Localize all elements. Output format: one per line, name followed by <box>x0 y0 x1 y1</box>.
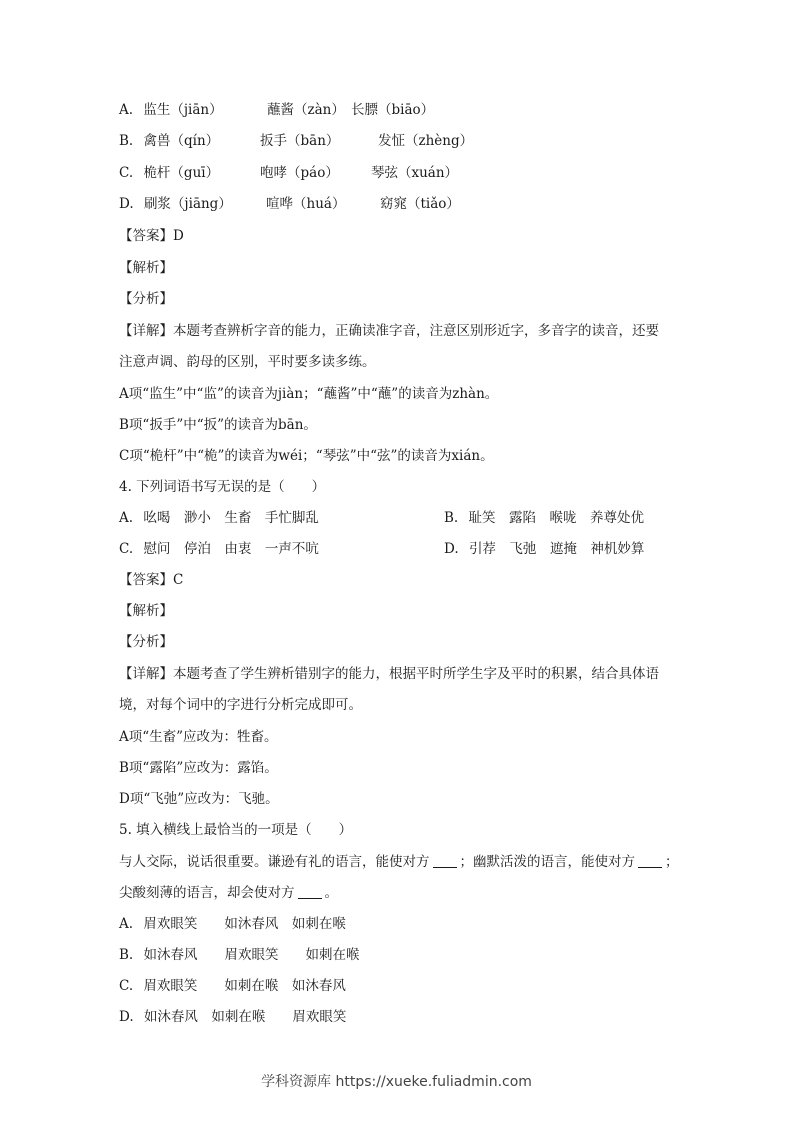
stem-text: ； <box>665 854 679 870</box>
option-label: D. <box>119 1009 134 1025</box>
q3-option-d <box>119 194 460 214</box>
fill-blank <box>298 884 322 899</box>
q5-title: 5. 填入横线上最恰当的一项是（ ） <box>119 822 353 838</box>
q4-answer: 【答案】C <box>119 572 184 588</box>
option-text: 眉欢眼笑 如沐春风 如刺在喉 <box>143 916 346 932</box>
q4-option-d <box>444 539 644 559</box>
option-text: 慰问 停泊 由衷 一声不吭 <box>143 541 319 557</box>
q5-option-a <box>119 914 346 934</box>
option-text: 眉欢眼笑 如刺在喉 如沐春风 <box>143 978 346 994</box>
stem-text: 尖酸刻薄的语言，却会使对方 <box>119 885 295 901</box>
option-label: C. <box>119 978 134 994</box>
option-word-3: 发怔（zhèng） <box>378 133 474 149</box>
stem-text: ；幽默活泼的语言，能使对方 <box>459 854 635 870</box>
option-word-3: 长膘（biāo） <box>351 102 435 118</box>
q3-option-c <box>119 163 459 183</box>
q3-note-c: C项“桅杆”中“桅”的读音为wéi；“琴弦”中“弦”的读音为xián。 <box>119 448 494 464</box>
option-text: 如沐春风 如刺在喉 眉欢眼笑 <box>143 1009 347 1025</box>
q4-detail-line-2: 境，对每个词中的字进行分析完成即可。 <box>119 697 362 713</box>
q5-option-b <box>119 945 360 965</box>
option-text: 引荐 飞弛 遮掩 神机妙算 <box>468 541 645 557</box>
q5-option-c <box>119 976 346 996</box>
page-footer: 学科资源库 https://xueke.fuliadmin.com <box>261 1074 532 1090</box>
q3-option-a <box>119 100 435 120</box>
fill-blank <box>433 853 457 868</box>
q3-note-a: A项“监生”中“监”的读音为jiàn；“蘸酱”中“蘸”的读音为zhàn。 <box>119 386 499 402</box>
option-label: D. <box>444 541 459 557</box>
q3-fenxi-heading: 【分析】 <box>119 291 173 307</box>
q5-stem-line-1 <box>119 852 679 872</box>
option-label: B. <box>119 133 134 149</box>
q3-answer: 【答案】D <box>119 228 184 244</box>
q4-option-a <box>119 508 319 528</box>
option-text: 吆喝 渺小 生畜 手忙脚乱 <box>143 510 319 526</box>
q5-option-d <box>119 1007 346 1027</box>
option-word-1: 刷浆（jiāng） <box>143 196 232 212</box>
q4-detail-line-1: 【详解】本题考查了学生辨析错别字的能力，根据平时所学生字及平时的积累，结合具体语 <box>119 666 659 682</box>
q4-jiexi-heading: 【解析】 <box>119 603 173 619</box>
q4-note-b: B项“露陷”应改为：露馅。 <box>119 760 278 776</box>
option-label: B. <box>119 947 134 963</box>
option-text: 如沐春风 眉欢眼笑 如刺在喉 <box>143 947 360 963</box>
q4-option-b <box>444 508 644 528</box>
option-label: D. <box>119 196 134 212</box>
q4-option-c <box>119 539 319 559</box>
option-word-1: 桅杆（guī） <box>143 165 220 181</box>
q3-detail-line-2: 注意声调、韵母的区别，平时要多读多练。 <box>119 354 376 370</box>
q4-note-d: D项“飞弛”应改为：飞驰。 <box>119 791 279 807</box>
stem-text: 与人交际，说话很重要。谦逊有礼的语言，能使对方 <box>119 854 430 870</box>
option-word-2: 蘸酱（zàn） <box>267 102 345 118</box>
q5-stem-line-2 <box>119 883 338 903</box>
option-word-3: 琴弦（xuán） <box>371 165 459 181</box>
q3-jiexi-heading: 【解析】 <box>119 260 173 276</box>
q3-option-b <box>119 131 474 151</box>
q4-note-a: A项“生畜”应改为：牲畜。 <box>119 729 278 745</box>
option-word-1: 禽兽（qín） <box>143 133 220 149</box>
q3-note-b: B项“扳手”中“扳”的读音为bān。 <box>119 417 317 433</box>
q3-detail-line-1: 【详解】本题考查辨析字音的能力，正确读准字音，注意区别形近字，多音字的读音，还要 <box>119 323 659 339</box>
option-label: C. <box>119 541 134 557</box>
stem-text: 。 <box>324 885 338 901</box>
fill-blank <box>638 853 662 868</box>
option-label: B. <box>444 510 459 526</box>
option-label: C. <box>119 165 134 181</box>
q4-title: 4. 下列词语书写无误的是（ ） <box>119 479 326 495</box>
option-word-1: 监生（jiān） <box>143 102 223 118</box>
option-label: A. <box>119 510 134 526</box>
option-text: 耻笑 露陷 喉咙 养尊处优 <box>468 510 645 526</box>
option-label: A. <box>119 916 134 932</box>
option-label: A. <box>119 102 134 118</box>
option-word-2: 扳手（bān） <box>260 133 340 149</box>
option-word-2: 咆哮（páo） <box>260 165 339 181</box>
q4-fenxi-heading: 【分析】 <box>119 634 173 650</box>
option-word-3: 窈窕（tiǎo） <box>380 196 460 212</box>
option-word-2: 喧哗（huá） <box>266 196 346 212</box>
